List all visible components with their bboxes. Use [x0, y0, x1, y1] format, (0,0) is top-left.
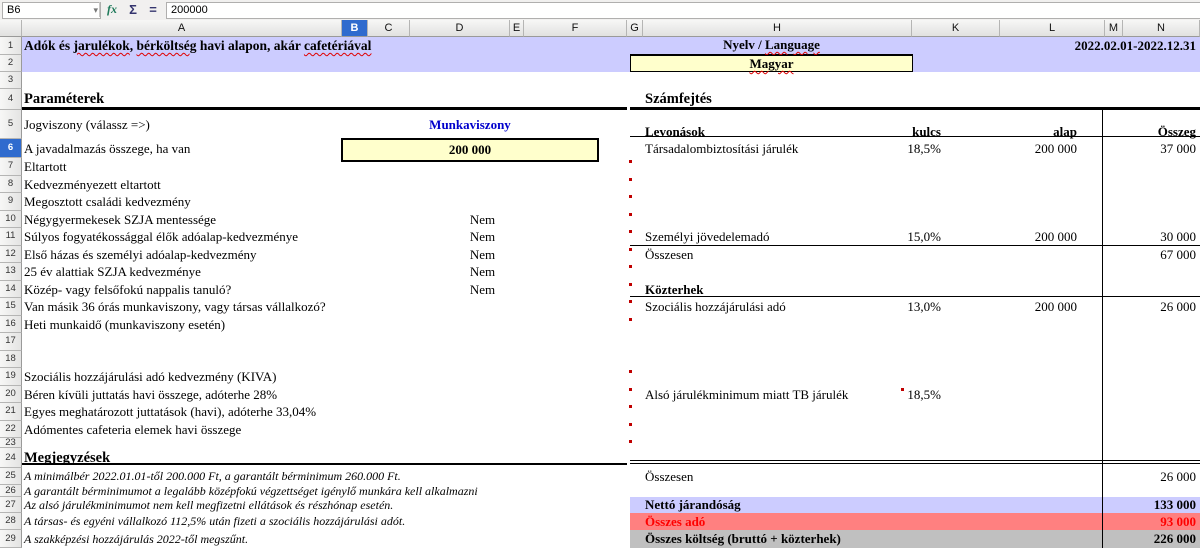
row-header-24[interactable]: 24 [0, 448, 22, 468]
param-value-row12[interactable]: Nem [469, 246, 496, 262]
payroll-amount-row6[interactable]: 37 000 [1160, 141, 1196, 156]
row-header-11[interactable]: 11 [0, 228, 22, 246]
payroll-base-row11[interactable]: 200 000 [1034, 229, 1077, 244]
equals-formula-icon[interactable]: = [149, 2, 157, 17]
comment-indicator-dot [629, 388, 632, 391]
name-box-dropdown-icon[interactable]: ▾ [93, 5, 98, 15]
row-header-19[interactable]: 19 [0, 368, 22, 386]
payroll-base-row6[interactable]: 200 000 [1034, 141, 1077, 156]
param-value-row11[interactable]: Nem [469, 229, 496, 244]
row-header-5[interactable]: 5 [0, 110, 22, 139]
param-label-row11[interactable]: Súlyos fogyatékossággal élők adóalap-kedvezménye [24, 229, 298, 244]
section-underline-megjegyzesek [22, 463, 627, 465]
note-row29[interactable]: A szakképzési hozzájárulás 2022-től megszűnt. [24, 532, 249, 546]
section-title-szamfejtes[interactable]: Számfejtés [645, 91, 712, 107]
payroll-rate-row15[interactable]: 13,0% [907, 299, 941, 314]
payroll-rate-row6[interactable]: 18,5% [907, 141, 941, 156]
param-label-row15[interactable]: Van másik 36 órás munkaviszony, vagy társas vállalkozó? [24, 299, 326, 314]
language-select-cell[interactable] [630, 55, 913, 72]
param-label-row5[interactable]: Jogviszony (válassz =>) [24, 117, 150, 132]
row-header-10[interactable]: 10 [0, 211, 22, 229]
row-header-21[interactable]: 21 [0, 403, 22, 421]
section-title-parameterek[interactable]: Paraméterek [24, 91, 105, 107]
row-header-14[interactable]: 14 [0, 281, 22, 299]
text-fragment: , [129, 38, 137, 53]
payroll-header-alap[interactable]: alap [1053, 124, 1077, 139]
payroll-amount-row25[interactable]: 26 000 [1160, 469, 1196, 484]
column-header-F[interactable]: F [524, 20, 627, 37]
param-label-row10[interactable]: Négygyermekesek SZJA mentessége [24, 211, 217, 227]
note-row28[interactable]: A társas- és egyéni vállalkozó 112,5% után fizeti a szociális hozzájárulási adót. [24, 514, 406, 528]
cell-reference-value: B6 [7, 4, 21, 16]
column-header-K[interactable]: K [912, 20, 1000, 37]
payroll-label-row12[interactable]: Összesen [645, 246, 694, 262]
param-label-row12[interactable]: Első házas és személyi adóalap-kedvezmény [24, 246, 257, 262]
param-label-row13[interactable]: 25 év alattiak SZJA kedvezménye [24, 264, 201, 279]
param-label-row6[interactable]: A javadalmazás összege, ha van [24, 141, 191, 156]
payroll-base-row15[interactable]: 200 000 [1034, 299, 1077, 314]
date-range-cell[interactable]: 2022.02.01-2022.12.31 [1074, 38, 1196, 53]
param-value-row10[interactable]: Nem [469, 211, 496, 227]
column-header-B[interactable]: B [342, 20, 368, 37]
param-label-row20[interactable]: Béren kívüli juttatás havi összege, adóterhe 28% [24, 386, 278, 402]
comment-indicator-dot [629, 440, 632, 443]
cell-reference-box[interactable] [2, 2, 101, 19]
column-header-L[interactable]: L [1000, 20, 1105, 37]
payroll-rate-row20[interactable]: 18,5% [907, 386, 941, 402]
column-header-D[interactable]: D [410, 20, 510, 37]
comment-indicator-dot [629, 423, 632, 426]
comment-indicator-dot [629, 213, 632, 216]
text-fragment: Nyelv / [723, 37, 765, 52]
row-header-25[interactable]: 25 [0, 468, 22, 485]
comment-indicator-dot [629, 160, 632, 163]
text-fragment: Magyar [749, 56, 794, 71]
payroll-label-row28[interactable]: Összes adó [645, 514, 706, 529]
comment-indicator-dot [629, 265, 632, 268]
comment-indicator-dot [629, 230, 632, 233]
row-header-1[interactable]: 1 [0, 37, 22, 55]
comment-indicator-dot [629, 370, 632, 373]
column-header-N[interactable]: N [1123, 20, 1200, 37]
column-header-H[interactable]: H [643, 20, 912, 37]
comment-indicator-dot [629, 300, 632, 303]
row-header-13[interactable]: 13 [0, 263, 22, 281]
row-header-28[interactable]: 28 [0, 513, 22, 530]
payroll-amount-row27[interactable]: 133 000 [1153, 497, 1196, 512]
payroll-amount-row28[interactable]: 93 000 [1160, 514, 1196, 529]
param-value-row5[interactable]: Munkaviszony [429, 117, 511, 132]
comment-indicator-dot [629, 405, 632, 408]
column-header-C[interactable]: C [368, 20, 410, 37]
formula-bar [0, 0, 1200, 21]
payroll-label-row14[interactable]: Közterhek [645, 281, 704, 297]
comment-indicator-dot [629, 195, 632, 198]
payroll-header-kulcs[interactable]: kulcs [912, 124, 941, 139]
row-header-15[interactable]: 15 [0, 298, 22, 316]
sheet-title-cell[interactable] [24, 37, 371, 55]
payroll-amount-row11[interactable]: 30 000 [1160, 229, 1196, 244]
payroll-kozterhek-underline [630, 296, 1200, 297]
comment-indicator-dot [629, 248, 632, 251]
param-label-row21[interactable]: Egyes meghatározott juttatások (havi), adóterhe 33,04% [24, 404, 317, 419]
toolbar-divider [99, 2, 100, 17]
row-header-16[interactable]: 16 [0, 316, 22, 334]
note-row26[interactable]: A garantált bérminimumot a legalább középfokú végzettséget igénylő munkára kell alkalmazni [24, 484, 478, 498]
payroll-amount-row12[interactable]: 67 000 [1160, 246, 1196, 262]
param-label-row16[interactable]: Heti munkaidő (munkaviszony esetén) [24, 316, 226, 332]
payroll-label-row11[interactable]: Személyi jövedelemadó [645, 229, 770, 244]
comment-indicator-dot [629, 178, 632, 181]
payroll-header-osszeg[interactable]: Összeg [1157, 124, 1196, 139]
section-title-megjegyzesek[interactable]: Megjegyzések [24, 450, 111, 466]
param-label-row22[interactable]: Adómentes cafeteria elemek havi összege [24, 421, 242, 437]
row-header-6[interactable]: 6 [0, 139, 22, 158]
language-label-cell[interactable] [630, 37, 913, 54]
language-row-band [22, 55, 1200, 72]
param-value-row14[interactable]: Nem [469, 281, 496, 297]
column-header-A[interactable]: A [22, 20, 342, 37]
row-header-3[interactable]: 3 [0, 72, 22, 89]
comment-indicator-dot [629, 283, 632, 286]
param-label-row14[interactable]: Közép- vagy felsőfokú nappalis tanuló? [24, 281, 232, 297]
payroll-rate-row11[interactable]: 15,0% [907, 229, 941, 244]
param-value-row13[interactable]: Nem [469, 264, 496, 279]
param-label-row8[interactable]: Kedvezményezett eltartott [24, 176, 161, 192]
column-header-M[interactable]: M [1105, 20, 1123, 37]
payroll-amount-row29[interactable]: 226 000 [1153, 531, 1196, 546]
param-label-row7[interactable]: Eltartott [24, 159, 67, 174]
row-header-26[interactable]: 26 [0, 485, 22, 497]
text-fragment: Adók és [24, 38, 74, 53]
note-row25[interactable]: A minimálbér 2022.01.01-től 200.000 Ft, a garantált bérminimum 260.000 Ft. [24, 469, 401, 483]
row-header-9[interactable]: 9 [0, 193, 22, 211]
payroll-label-row15[interactable]: Szociális hozzájárulási adó [645, 299, 786, 314]
column-header-G[interactable]: G [627, 20, 643, 37]
payroll-label-row25[interactable]: Összesen [645, 469, 694, 484]
comment-indicator-dot [629, 318, 632, 321]
payroll-label-row27[interactable]: Nettó járandóság [645, 497, 741, 512]
row-header-8[interactable]: 8 [0, 176, 22, 194]
param-label-row19[interactable]: Szociális hozzájárulási adó kedvezmény (KIVA) [24, 369, 277, 384]
row-header-29[interactable]: 29 [0, 530, 22, 548]
row-header-7[interactable]: 7 [0, 158, 22, 176]
formula-input[interactable]: 200000 [166, 2, 1200, 19]
row-header-17[interactable]: 17 [0, 333, 22, 351]
payroll-double-rule-top [630, 460, 1200, 461]
payroll-label-row6[interactable]: Társadalombiztosítási járulék [645, 141, 799, 156]
row-header-12[interactable]: 12 [0, 246, 22, 264]
payroll-header-levonasok[interactable]: Levonások [645, 124, 705, 139]
row-header-4[interactable]: 4 [0, 89, 22, 110]
text-fragment: bérköltség [136, 38, 197, 53]
text-fragment: Language [764, 37, 820, 52]
row-header-27[interactable]: 27 [0, 497, 22, 513]
payroll-amount-row15[interactable]: 26 000 [1160, 299, 1196, 314]
row-header-23[interactable]: 23 [0, 438, 22, 448]
row-header-20[interactable]: 20 [0, 386, 22, 404]
autosum-icon[interactable]: Σ [129, 2, 137, 17]
note-row27[interactable]: Az alsó járulékminimumot nem kell megfizetni ellátások és részhónap esetén. [24, 498, 394, 512]
payroll-label-row20[interactable]: Alsó járulékminimum miatt TB járulék [645, 386, 849, 402]
selected-cell-b6[interactable]: 200 000 [341, 138, 599, 162]
row-header-18[interactable]: 18 [0, 351, 22, 369]
text-fragment: jarulékok [73, 38, 130, 53]
function-wizard-icon[interactable]: fx [107, 2, 117, 16]
row-header-2[interactable]: 2 [0, 55, 22, 72]
payroll-amount-column-rule [1102, 110, 1103, 548]
row-header-22[interactable]: 22 [0, 421, 22, 439]
corner-select-all-box[interactable] [0, 20, 22, 37]
text-fragment: havi alapon, akár [196, 38, 304, 53]
text-fragment: cafetériával [303, 38, 372, 53]
param-label-row9[interactable]: Megosztott családi kedvezmény [24, 194, 191, 209]
payroll-label-row29[interactable]: Összes költség (bruttó + közterhek) [645, 531, 841, 546]
column-header-E[interactable]: E [510, 20, 524, 37]
payroll-double-rule-bottom [630, 463, 1200, 464]
